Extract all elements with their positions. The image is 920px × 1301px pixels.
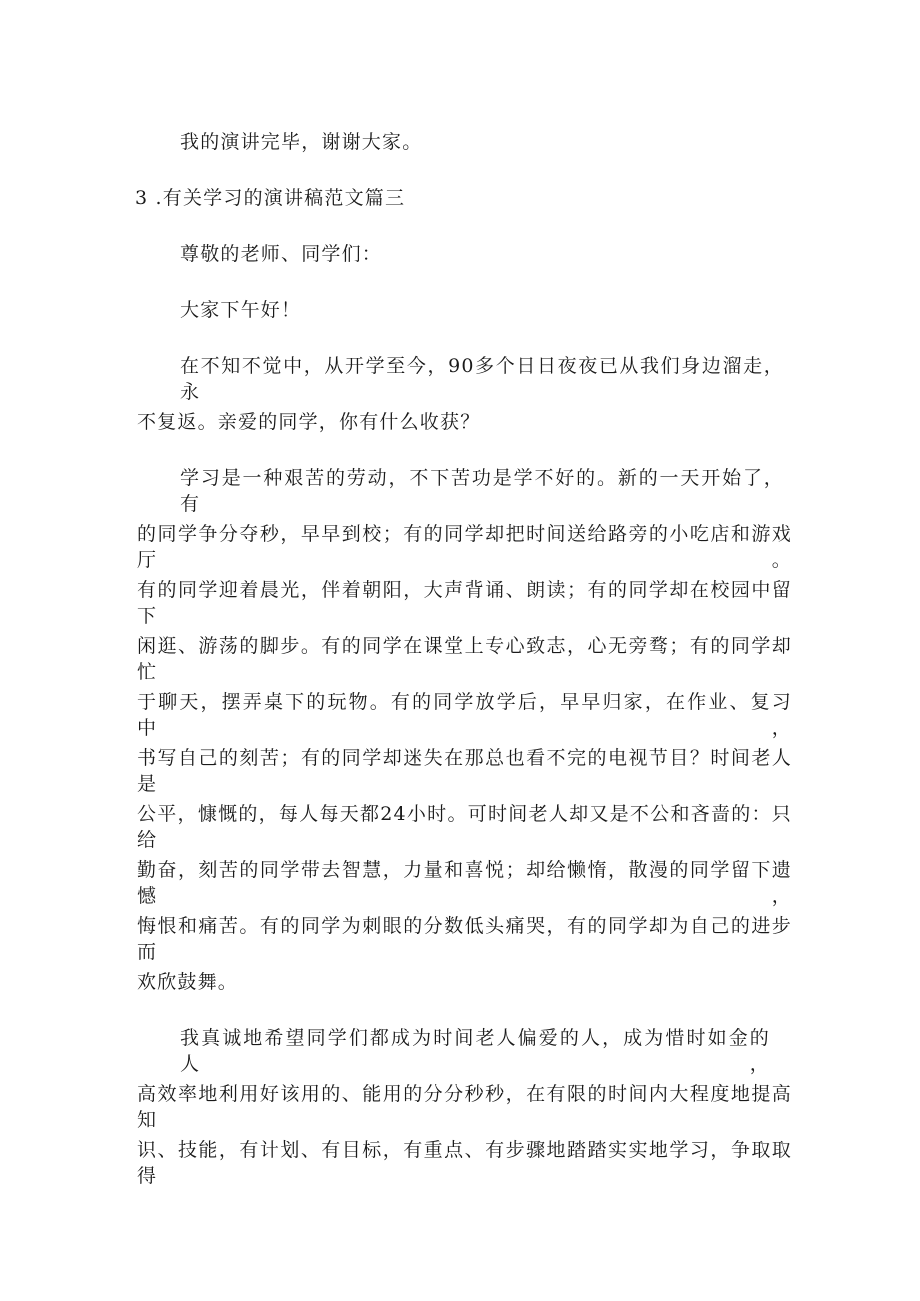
greeting: 大家下午好！ [180,299,302,321]
salutation: 尊敬的老师、同学们： [180,243,383,265]
paragraph-line: 有的同学迎着晨光，伴着朝阳，大声背诵、朗读；有的同学却在校园中留下 [137,579,792,627]
paragraph-line: 的同学争分夺秒，早早到校；有的同学却把时间送给路旁的小吃店和游戏厅。 [137,523,792,571]
paragraph-line: 高效率地利用好该用的、能用的分分秒秒，在有限的时间内大程度地提高知 [137,1083,792,1131]
paragraph-line: 我真诚地希望同学们都成为时间老人偏爱的人，成为惜时如金的人， [180,1027,770,1075]
paragraph-line: 勤奋，刻苦的同学带去智慧，力量和喜悦；却给懒惰，散漫的同学留下遗憾， [137,859,792,907]
paragraph-line: 闲逛、游荡的脚步。有的同学在课堂上专心致志，心无旁骛；有的同学却忙 [137,635,792,683]
closing-line: 我的演讲完毕，谢谢大家。 [180,131,423,153]
paragraph-line: 识、技能，有计划、有目标，有重点、有步骤地踏踏实实地学习，争取取得 [137,1139,792,1187]
paragraph-line: 悔恨和痛苦。有的同学为刺眼的分数低头痛哭，有的同学却为自己的进步而 [137,915,792,963]
paragraph-line: 不复返。亲爱的同学，你有什么收获？ [137,411,481,433]
paragraph-line: 欢欣鼓舞。 [137,971,239,993]
paragraph-line: 于聊天，摆弄桌下的玩物。有的同学放学后，早早归家，在作业、复习中， [137,691,792,739]
paragraph-line: 公平，慷慨的，每人每天都24小时。可时间老人却又是不公和吝啬的：只给 [137,803,792,851]
paragraph-line: 在不知不觉中，从开学至今，90多个日日夜夜已从我们身边溜走，永 [180,355,784,403]
paragraph-line: 学习是一种艰苦的劳动，不下苦功是学不好的。新的一天开始了，有 [180,467,784,515]
section-heading: 3 .有关学习的演讲稿范文篇三 [135,187,406,209]
paragraph-line: 书写自己的刻苦；有的同学却迷失在那总也看不完的电视节目？时间老人是 [137,747,792,795]
